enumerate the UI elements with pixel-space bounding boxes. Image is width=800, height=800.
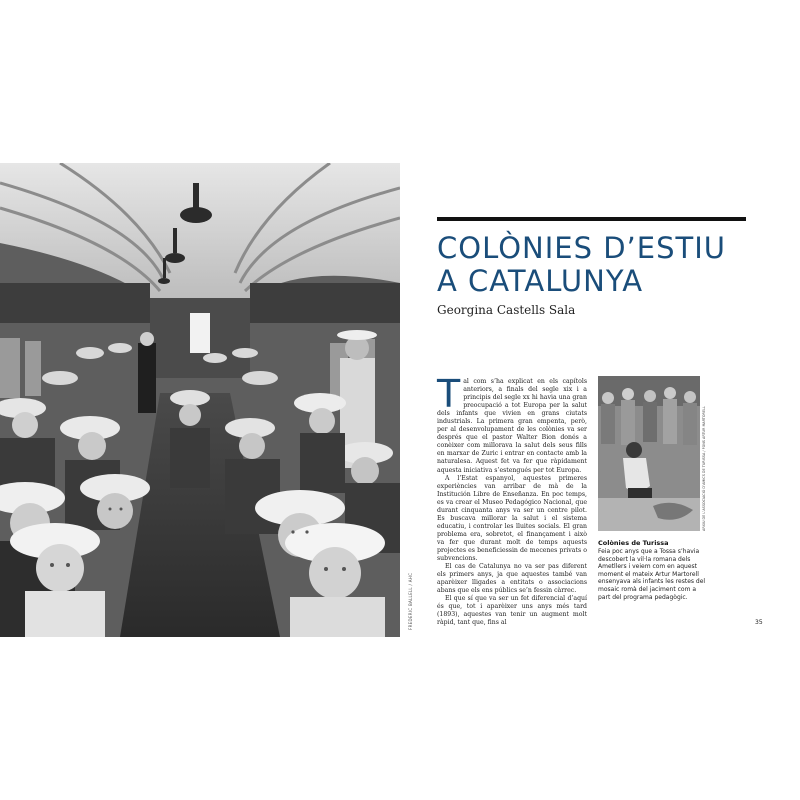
article-author: Georgina Castells Sala (437, 303, 576, 317)
caption-text: Feia poc anys que a Tossa s’havia descobert la vil·la romana dels Ametllers i veiem com en aquest moment el mateix Artur Martorell ensenyava als infants les restes del mosaic romà del jaciment com a part del programa pedagògic. (598, 548, 706, 601)
body-paragraph: El cas de Catalunya no va ser pas diferent els primers anys, ja que aquestes també van aparèixer lligades a entitats o associacions abans que els ens públics se’n fessin càrrec. (437, 563, 587, 595)
title-line-1: COLÒNIES D’ESTIU (437, 231, 726, 265)
turissa-photo (598, 376, 700, 531)
train-carriage-photo (0, 163, 400, 637)
photo-credit: FREDERIC BALLELL / AHC (408, 572, 413, 630)
drop-cap: T (437, 372, 461, 416)
side-photo-credit: ARXIU DE L’ASSOCIACIÓ D’AMICS DE TURISSA / FONS ARTUR MARTORELL (702, 406, 706, 531)
article-title (437, 232, 757, 298)
train-carriage-illustration (0, 163, 400, 637)
caption-title: Colònies de Turissa (598, 539, 669, 547)
body-paragraph: A l’Estat espanyol, aquestes primeres experiències van arribar de mà de la Institución Libre de Enseñanza. En poc temps, es va crear el Museo Pedagógico Nacional, que durant cinquanta anys va ser un centre pilot. Es buscava millorar la salut i el sistema educatiu, i controlar les lluites socials. El gran problema era, sobretot, el finançament i això va fer que durant molt de temps aquests projectes es beneficiessin de mecenes privats o subvencions. (437, 474, 587, 563)
page-number: 35 (755, 619, 763, 626)
body-paragraph: Tal com s’ha explicat en els capítols anteriors, a finals del segle xix i a principis del segle xx hi havia una gran preocupació a tot Europa per la salut dels infants que vivien en grans ciutats industrials. La primera gran empenta, però, per al desenvolupament de les colònies va ser després que el pastor Walter Bion donés a conèixer com millorava la salut dels seus fills en marxar de Zuric i entrar en contacte amb la naturalesa. Aquest fet va fer que ràpidament aquesta iniciativa s’estengués per tot Europa. (437, 372, 587, 474)
turissa-illustration (598, 376, 700, 531)
title-rule (437, 217, 746, 221)
title-line-2: A CATALUNYA (437, 264, 644, 298)
article-body (437, 372, 587, 627)
body-paragraph: El que sí que va ser un fet diferencial d’aquí és que, tot i aparèixer uns anys més tard (1893), aquestes van tenir un augment molt ràpid, tant que, fins al (437, 595, 587, 627)
